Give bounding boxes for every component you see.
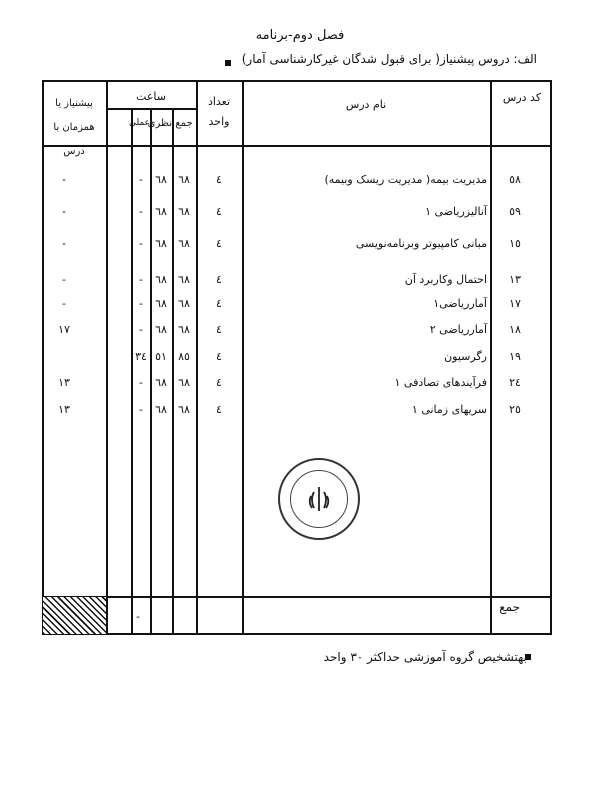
row-hours-total: ٦٨ [178,273,190,286]
row-units: ٤ [216,173,222,186]
total-practical: - [136,610,140,623]
row-hours-total: ٦٨ [178,297,190,310]
hatched-cell [43,597,106,634]
column-divider [150,108,152,635]
row-prereq: - [62,237,66,250]
total-label: جمع [499,600,520,614]
row-hours-theory: ٦٨ [155,237,167,250]
row-code: ٢٤ [509,376,521,389]
row-units: ٤ [216,403,222,416]
row-units: ٤ [216,323,222,336]
footer-note: بهتشخیص گروه آموزشی حداکثر ٣٠ واحد [323,650,527,664]
header-hours: ساعت [136,90,166,103]
row-code: ١٣ [509,273,521,286]
row-prereq: - [62,173,66,186]
row-prereq: - [62,205,66,218]
row-hours-total: ٨٥ [178,350,190,363]
row-hours-practical: - [139,273,143,286]
row-hours-practical: - [139,297,143,310]
row-hours-practical: - [139,323,143,336]
bullet-icon [225,60,231,66]
row-hours-theory: ٦٨ [155,323,167,336]
row-course-name: مبانی کامپیوتر وبرنامه‌نویسی [355,237,487,250]
column-divider [490,80,492,635]
row-course-name: رگرسیون [444,350,487,363]
row-prereq: ١٧ [58,323,70,336]
row-units: ٤ [216,376,222,389]
row-hours-theory: ٦٨ [155,205,167,218]
row-hours-theory: ٦٨ [155,403,167,416]
row-code: ٢٥ [509,403,521,416]
row-code: ٥٩ [509,205,521,218]
row-hours-practical: - [139,403,143,416]
row-hours-practical: - [139,205,143,218]
page-title: فصل دوم-برنامه [255,28,345,43]
row-hours-practical: - [139,237,143,250]
row-course-name: فرآیندهای تصادفی ١ [394,376,487,389]
row-hours-total: ٦٨ [178,376,190,389]
header-subdivider [106,108,196,110]
row-code: ١٥ [509,237,521,250]
total-row-rule [42,596,552,598]
row-course-name: آنالیزریاضی ١ [425,205,487,218]
column-divider [196,80,198,635]
row-hours-total: ٦٨ [178,403,190,416]
row-hours-total: ٦٨ [178,237,190,250]
row-prereq: - [62,297,66,310]
emblem-icon [304,484,334,514]
row-hours-total: ٦٨ [178,173,190,186]
row-hours-theory: ٦٨ [155,273,167,286]
section-subtitle: الف: دروس پیشنیاز( برای قبول شدگان غیرکارشناسی آمار) [241,52,537,66]
row-units: ٤ [216,273,222,286]
row-hours-practical: - [139,173,143,186]
row-code: ١٩ [509,350,521,363]
column-divider [131,108,133,635]
row-hours-total: ٦٨ [178,205,190,218]
row-course-name: آمارریاضی١ [433,297,487,310]
row-course-name: سریهای زمانی ١ [411,403,487,416]
column-divider [242,80,244,635]
header-code: کد درس [502,91,542,104]
row-course-name: آمارریاضی ٢ [429,323,487,336]
row-code: ٥٨ [509,173,521,186]
column-divider [172,108,174,635]
row-units: ٤ [216,237,222,250]
header-hours-theory: نظری [147,118,172,129]
row-units: ٤ [216,350,222,363]
row-units: ٤ [216,205,222,218]
header-hours-practical: عملی [128,118,150,128]
row-hours-practical: - [139,376,143,389]
header-units: تعداد واحد [207,95,231,128]
row-hours-total: ٦٨ [178,323,190,336]
row-hours-theory: ٦٨ [155,297,167,310]
row-code: ١٧ [509,297,521,310]
header-bottom-rule [42,145,552,147]
row-code: ١٨ [509,323,521,336]
header-hours-total: جمع [175,118,193,129]
row-prereq: ١٣ [58,376,70,389]
row-prereq: ١٣ [58,403,70,416]
row-hours-theory: ٦٨ [155,376,167,389]
header-name: نام درس [345,98,387,111]
row-course-name: احتمال وکاربرد آن [404,273,487,286]
row-hours-practical: ٣٤ [135,350,147,363]
row-hours-theory: ٥١ [155,350,167,363]
row-hours-theory: ٦٨ [155,173,167,186]
header-prereq: پیشنیاز یا همزمان با درس [53,98,95,157]
column-divider [106,80,108,635]
row-prereq: - [62,273,66,286]
row-units: ٤ [216,297,222,310]
row-course-name: مدیریت بیمه( مدیریت ریسک وبیمه) [324,173,487,186]
